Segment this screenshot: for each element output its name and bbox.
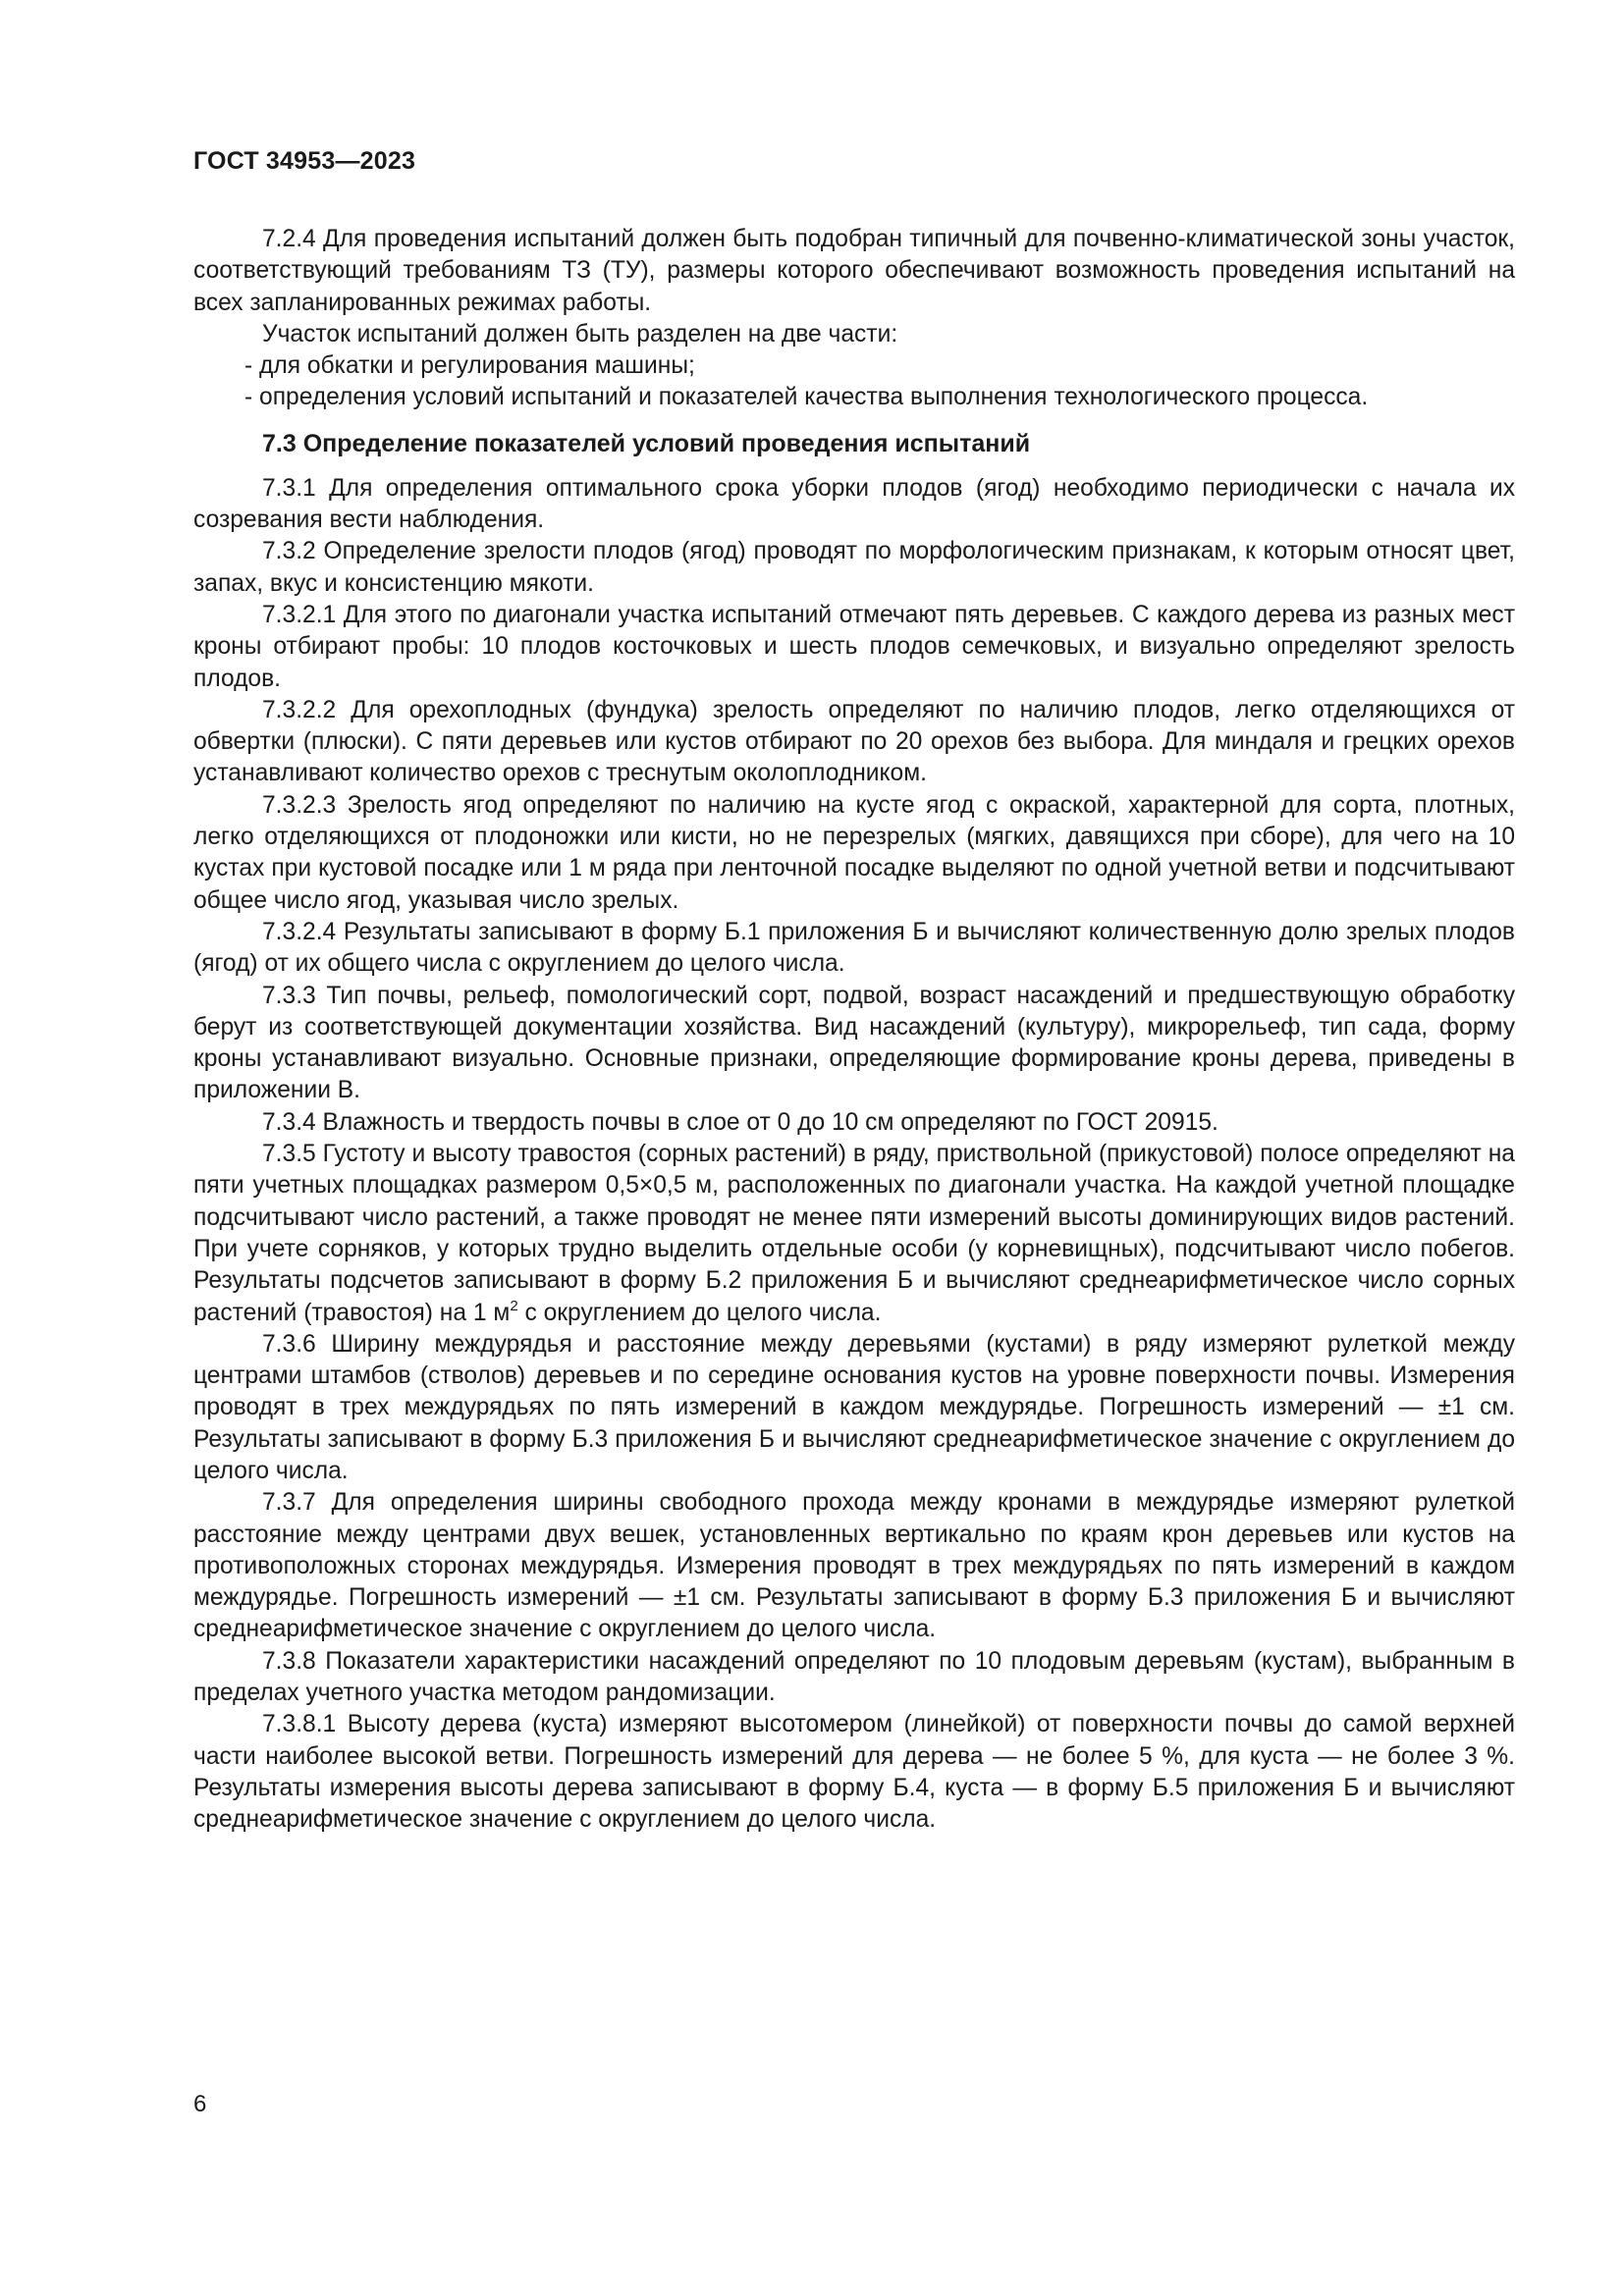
section-heading-7-3: 7.3 Определение показателей условий проведения испытаний xyxy=(262,429,1031,457)
document-body xyxy=(193,224,1515,1837)
paragraph-7-3-2-4: 7.3.2.4 Результаты записывают в форму Б.1 приложения Б и вычисляют количественную долю зрелых плодов (ягод) от их общего числа с округлением до целого числа. xyxy=(193,918,1515,978)
paragraph-7-3-3: 7.3.3 Тип почвы, рельеф, помологический сорт, подвой, возраст насаждений и предшествующую обработку берут из соответствующей документации хозяйства. Вид насаждений (культуру), микрорельеф, тип сада, форму кроны устанавливают визуально. Основные признаки, определяющие формирование кроны дерева, приведены в приложении В. xyxy=(193,982,1515,1104)
paragraph-7-3-7: 7.3.7 Для определения ширины свободного прохода между кронами в междурядье измеряют рулеткой расстояние между центрами двух вешек, установленных вертикально по краям крон деревьев или кустов на противоположных сторонах междурядья. Измерения проводят в трех междурядьях по пять измерений в каждом междурядье. Погрешность измерений — ±1 см. Результаты записывают в форму Б.3 приложения Б и вычисляют среднеарифметическое значение с округлением до целого числа. xyxy=(193,1489,1515,1643)
paragraph-7-3-2-3: 7.3.2.3 Зрелость ягод определяют по наличию на кусте ягод с окраской, характерной для сорта, плотных, легко отделяющихся от плодоножки или кисти, но не перезрелых (мягких, давящихся при сборе), для чего на 10 кустах при кустовой посадке или 1 м ряда при ленточной посадке выделяют по одной учетной ветви и подсчитывают общее число ягод, указывая число зрелых. xyxy=(193,791,1515,914)
paragraph-7-3-5-text: 7.3.5 Густоту и высоту травостоя (сорных растений) в ряду, приствольной (прикустовой) полосе определяют на пяти учетных площадках размером 0,5×0,5 м, расположенных по диагонали участка. На каждой учетной площадке подсчитывают число растений, а также проводят не менее пяти измерений высоты доминирующих видов растений. При учете сорняков, у которых трудно выделить отдельные особи (у корневищных), подсчитывают число побегов. Результаты подсчетов записывают в форму Б.2 приложения Б и вычисляют среднеарифметическое число сорных растений (травостоя) на 1 м xyxy=(193,1141,1515,1326)
paragraph-7-3-2-2: 7.3.2.2 Для орехоплодных (фундука) зрелость определяют по наличию плодов, легко отделяющихся от обвертки (плюски). С пяти деревьев или кустов отбирают по 20 орехов без выбора. Для миндаля и грецких орехов устанавливают количество орехов с треснутым околоплодником. xyxy=(193,696,1515,787)
paragraph-7-3-2-1: 7.3.2.1 Для этого по диагонали участка испытаний отмечают пять деревьев. С каждого дерева из разных мест кроны отбирают пробы: 10 плодов косточковых и шесть плодов семечковых, и визуально определяют зрелость плодов. xyxy=(193,601,1515,692)
paragraph-7-3-8: 7.3.8 Показатели характеристики насаждений определяют по 10 плодовым деревьям (кустам), выбранным в пределах учетного участка методом рандомизации. xyxy=(193,1647,1515,1707)
paragraph-7-3-4: 7.3.4 Влажность и твердость почвы в слое от 0 до 10 см определяют по ГОСТ 20915. xyxy=(262,1108,1218,1136)
paragraph-7-2-4: 7.2.4 Для проведения испытаний должен быть подобран типичный для почвенно-климатической зоны участок, соответствующий требованиям ТЗ (ТУ), размеры которого обеспечивают возможность проведения испытаний на всех запланированных режимах работы. xyxy=(193,226,1515,316)
superscript-squared: 2 xyxy=(510,1297,518,1314)
list-item-run-in: - для обкатки и регулирования машины; xyxy=(244,352,695,380)
list-item-conditions: - определения условий испытаний и показателей качества выполнения технологического процесса. xyxy=(244,384,1369,411)
paragraph-7-3-5 xyxy=(193,1139,1515,1329)
paragraph-7-3-8-1: 7.3.8.1 Высоту дерева (куста) измеряют высотомером (линейкой) от поверхности почвы до самой верхней части наиболее высокой ветви. Погрешность измерений для дерева — не более 5 %, для куста — не более 3 %. Результаты измерения высоты дерева записывают в форму Б.4, куста — в форму Б.5 приложения Б и вычисляют среднеарифметическое значение с округлением до целого числа. xyxy=(193,1711,1515,1834)
paragraph-7-3-5-tail: с округлением до целого числа. xyxy=(517,1299,882,1326)
paragraph-7-3-1: 7.3.1 Для определения оптимального срока уборки плодов (ягод) необходимо периодически с начала их созревания вести наблюдения. xyxy=(193,474,1515,534)
paragraph-7-3-2: 7.3.2 Определение зрелости плодов (ягод) проводят по морфологическим признакам, к которым относят цвет, запах, вкус и консистенцию мякоти. xyxy=(193,538,1515,597)
paragraph-7-3-6: 7.3.6 Ширину междурядья и расстояние между деревьями (кустами) в ряду измеряют рулеткой между центрами штамбов (стволов) деревьев и по середине основания кустов на уровне поверхности почвы. Измерения проводят в трех междурядьях по пять измерений в каждом междурядье. Погрешность измерений — ±1 см. Результаты записывают в форму Б.3 приложения Б и вычисляют среднеарифметическое значение с округлением до целого числа. xyxy=(193,1330,1515,1484)
page-number: 6 xyxy=(193,2091,207,2117)
paragraph-plot-split: Участок испытаний должен быть разделен на две части: xyxy=(262,320,898,347)
document-header: ГОСТ 34953—2023 xyxy=(193,147,416,175)
